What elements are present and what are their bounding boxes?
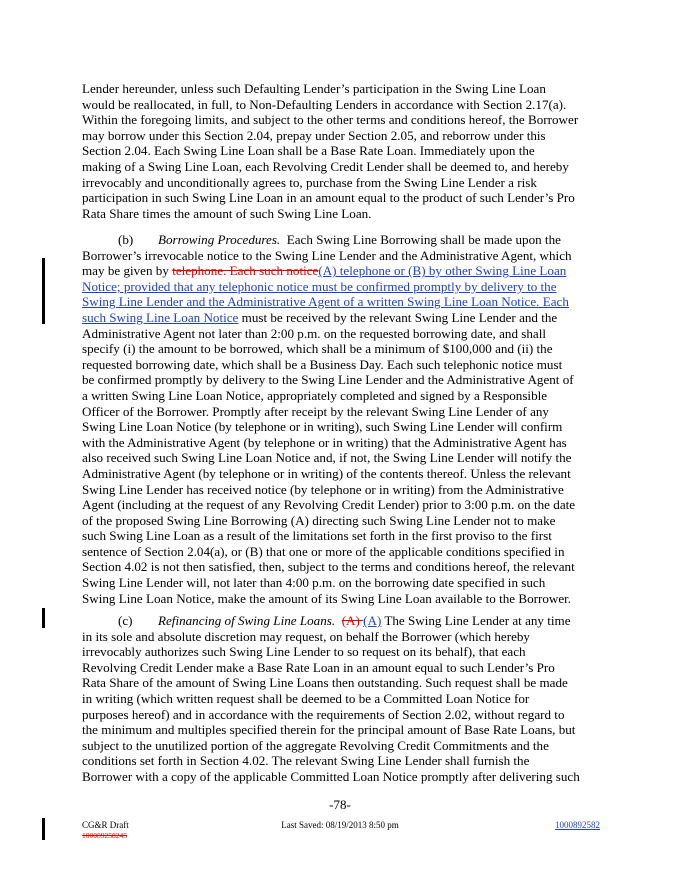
text-line: Revolving Credit Lender make a Base Rate Loan in an amount equal to such Lender’s Pro [82,659,555,675]
text-line: Within the foregoing limits, and subject to the other terms and conditions hereof, the Borrower [82,112,579,128]
text-line: Administrative Agent not later than 2:00 p.m. on the requested borrowing date, and shall [82,325,546,341]
text-line: in its sole and absolute discretion may request, on behalf the Borrower (which hereby [82,628,530,644]
text-line: Swing Line Loan Notice, make the amount of its Swing Line Loan available to the Borrower. [82,590,572,606]
text-line: conditions set forth in Section 4.02. The relevant Swing Line Lender shall furnish the [82,753,530,769]
change-bar [42,258,45,324]
text-line: would be reallocated, in full, to Non-Defaulting Lenders in accordance with Section 2.17(a). [82,96,567,112]
paragraph-borrowing-procedures [82,232,602,606]
text-line: a written Swing Line Loan Notice, appropriately completed and signed by a Responsible [82,387,548,403]
text-line: irrevocably authorizes such Swing Line Lender to so request on its behalf), that each [82,644,526,660]
text-line: making of a Swing Line Loan, each Revolving Credit Lender shall be deemed to, and hereby [82,158,569,174]
text-line: Rata Share times the amount of such Swing Line Loan. [82,205,372,221]
section-heading: Refinancing of Swing Line Loans. [158,613,336,628]
section-heading: Borrowing Procedures. [158,232,281,247]
text-line: Section 4.02 is not then satisfied, then, subject to the terms and conditions hereof, the relevant [82,559,575,575]
deleted-text: telephone. Each such notice [172,263,319,279]
text-line: of the proposed Swing Line Borrowing (A) directing such Swing Line Lender not to make [82,512,556,528]
text-line: requested borrowing date, which shall be a Business Day. Each such telephonic notice must [82,356,563,372]
text-line: Officer of the Borrower. Promptly after receipt by the relevant Swing Line Lender of any [82,403,549,419]
text-line [82,279,602,295]
text-line [82,294,602,310]
inserted-text: such Swing Line Loan Notice [82,309,239,325]
text-line: may borrow under this Section 2.04, prepay under Section 2.05, and reborrow under this [82,127,546,143]
text-line: irrevocably and unconditionally agrees to, purchase from the Swing Line Lender a risk [82,174,537,190]
text-line: also received such Swing Line Loan Notice and, if not, the Swing Line Lender will notify the [82,450,572,466]
text-line: such Swing Line Loan as a result of the limitations set forth in the first proviso to the first [82,528,552,544]
text-line: Borrower with a copy of the applicable Committed Loan Notice promptly after delivering such [82,768,580,784]
section-label: (b) [118,232,134,247]
text-line: Administrative Agent (by telephone or in writing) of the contents thereof. Unless the relevant [82,465,571,481]
section-label: (c) [118,613,133,628]
text-line [82,613,602,629]
text-line: Swing Line Lender will, not later than 4:00 p.m. on the borrowing date specified in such [82,575,546,591]
text-line: Rata Share of the amount of Swing Line Loans then outstanding. Such request shall be made [82,675,568,691]
footer-doc-id-link[interactable]: 1000892582 [555,820,600,830]
text-line: the minimum and multiples specified therein for the principal amount of Base Rate Loans, but [82,722,576,738]
inserted-text: (A) [363,613,382,628]
text-line: Section 2.04. Each Swing Line Loan shall be a Base Rate Loan. Immediately upon the [82,143,535,159]
change-bar [42,608,45,628]
text-run: may be given by [82,263,173,279]
text-line: Agent (including at the request of any Revolving Credit Lender) prior to 3:00 p.m. on the date [82,497,576,513]
text-line: Swing Line Loan Notice (by telephone or in writing), such Swing Line Lender will confirm [82,419,563,435]
text-line [82,232,602,248]
footer-deleted-doc-id: 100089258245 [82,831,127,840]
text-line: specify (i) the amount to be borrowed, which shall be a minimum of $100,000 and (ii) the [82,341,553,357]
text-run: The Swing Line Lender at any time [381,613,571,628]
text-line: with the Administrative Agent (by telephone or in writing) that the Administrative Agent has [82,434,567,450]
text-line: participation in such Swing Line Loan in an amount equal to the product of such Lender’s Pro [82,190,575,206]
footer-last-saved: Last Saved: 08/19/2013 8:50 pm [281,820,399,830]
text-line: Lender hereunder, unless such Defaulting Lender’s participation in the Swing Line Loan [82,81,546,96]
deleted-text: (A) [341,613,364,628]
paragraph-swing-line-limits [82,81,602,221]
footer-draft-label: CG&R Draft [82,820,129,830]
text-run: must be received by the relevant Swing Line Lender and the [238,309,558,325]
paragraph-refinancing [82,613,602,785]
text-line: Borrower’s irrevocable notice to the Swing Line Lender and the Administrative Agent, which [82,247,572,263]
text-line: sentence of Section 2.04(a), or (B) that one or more of the applicable conditions specified in [82,543,565,559]
inserted-text: (A) telephone or (B) by other Swing Line Loan [318,263,567,279]
text-line: in writing (which written request shall be deemed to be a Committed Loan Notice for [82,690,530,706]
text-line: subject to the unutilized portion of the aggregate Revolving Credit Commitments and the [82,737,549,753]
page-number: -78- [329,797,351,812]
text-run: Each Swing Line Borrowing shall be made upon the [286,232,561,247]
text-line: Swing Line Lender has received notice (by telephone or in writing) from the Administrative [82,481,564,497]
text-line: be confirmed promptly by delivery to the Swing Line Lender and the Administrative Agent of [82,372,574,388]
text-line [82,263,602,279]
inserted-text: Swing Line Lender and the Administrative Agent of a written Swing Line Loan Notice. Each [82,294,569,310]
text-line [82,310,602,326]
text-line: purposes hereof) and in accordance with the requirements of Section 2.02, without regard to [82,706,565,722]
inserted-text: Notice; provided that any telephonic notice must be confirmed promptly by delivery to the [82,278,557,294]
